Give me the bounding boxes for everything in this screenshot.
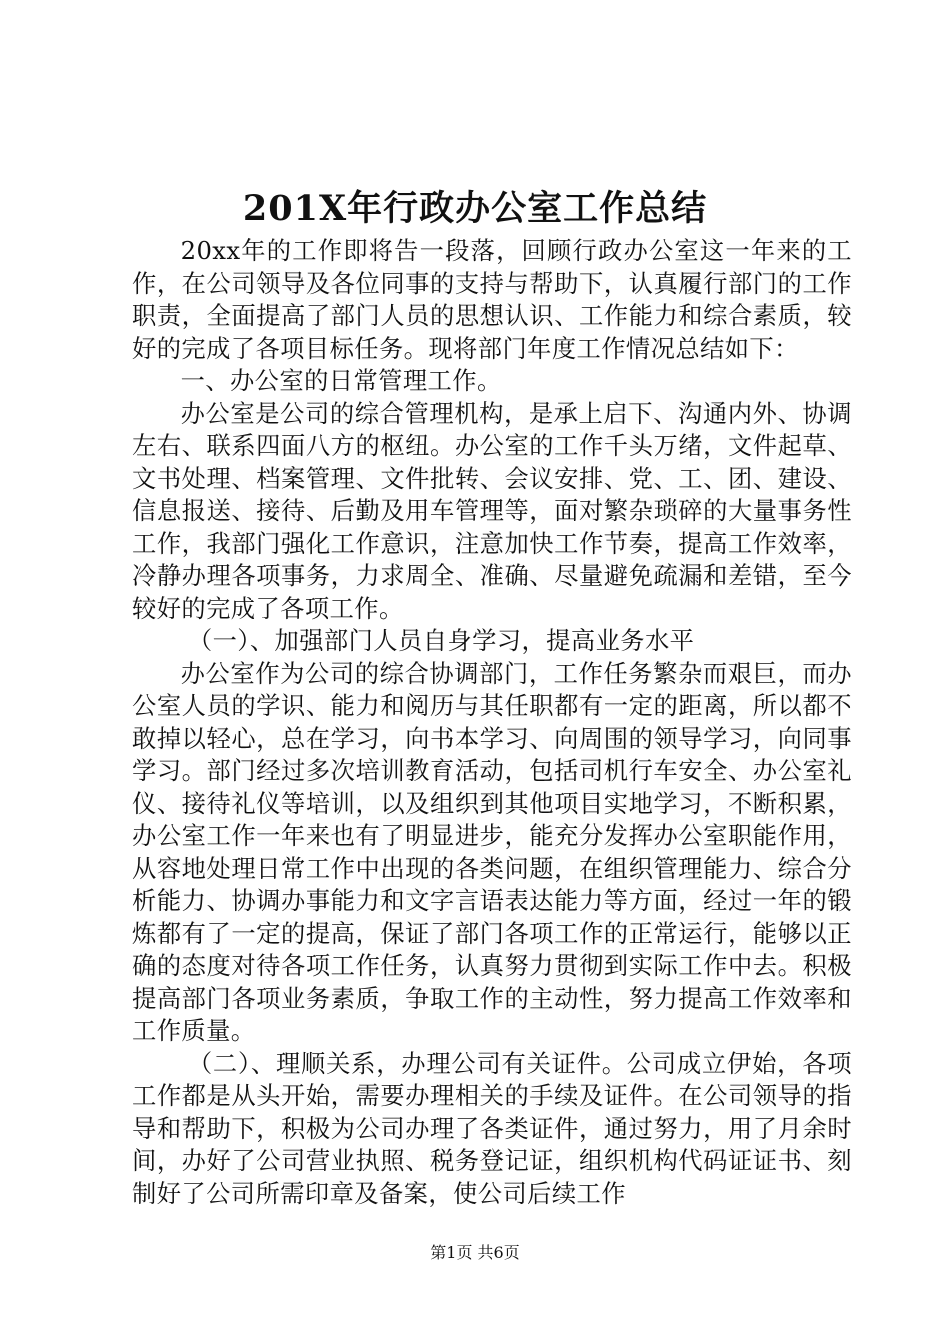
paragraph-intro: 20xx年的工作即将告一段落，回顾行政办公室这一年来的工作，在公司领导及各位同事的支持与帮助下，认真履行部门的工作职责，全面提高了部门人员的思想认识、工作能力和综合素质，较好的完成了各项目标任务。现将部门年度工作情况总结如下： xyxy=(132,236,852,363)
subsection-heading-1: （一）、加强部门人员自身学习，提高业务水平 xyxy=(187,626,695,655)
paragraph-certificates: （二）、理顺关系，办理公司有关证件。公司成立伊始，各项工作都是从头开始，需要办理相关的手续及证件。在公司领导的指导和帮助下，积极为公司办理了各类证件，通过努力，用了月余时间，办好了公司营业执照、税务登记证，组织机构代码证证书、刻制好了公司所需印章及备案，使公司后续工作 xyxy=(132,1048,852,1208)
document-title: 201X年行政办公室工作总结 xyxy=(242,188,708,229)
paragraph-learning: 办公室作为公司的综合协调部门，工作任务繁杂而艰巨，而办公室人员的学识、能力和阅历与其任职都有一定的距离，所以都不敢掉以轻心，总在学习，向书本学习、向周围的领导学习，向同事学习。部门经过多次培训教育活动，包括司机行车安全、办公室礼仪、接待礼仪等培训，以及组织到其他项目实地学习，不断积累，办公室工作一年来也有了明显进步，能充分发挥办公室职能作用，从容地处理日常工作中出现的各类问题，在组织管理能力、综合分析能力、协调办事能力和文字言语表达能力等方面，经过一年的锻炼都有了一定的提高，保证了部门各项工作的正常运行，能够以正确的态度对待各项工作任务，认真努力贯彻到实际工作中去。积极提高部门各项业务素质，争取工作的主动性，努力提高工作效率和工作质量。 xyxy=(132,658,852,1045)
page-number: 第1页 共6页 xyxy=(430,1243,520,1262)
paragraph-office-role: 办公室是公司的综合管理机构，是承上启下、沟通内外、协调左右、联系四面八方的枢纽。办公室的工作千头万绪，文件起草、文书处理、档案管理、文件批转、会议安排、党、工、团、建设、信息报送、接待、后勤及用车管理等，面对繁杂琐碎的大量事务性工作，我部门强化工作意识，注意加快工作节奏，提高工作效率，冷静办理各项事务，力求周全、准确、尽量避免疏漏和差错，至今较好的完成了各项工作。 xyxy=(132,398,852,623)
document-body xyxy=(132,235,852,1210)
section-heading-1: 一、办公室的日常管理工作。 xyxy=(180,366,502,395)
